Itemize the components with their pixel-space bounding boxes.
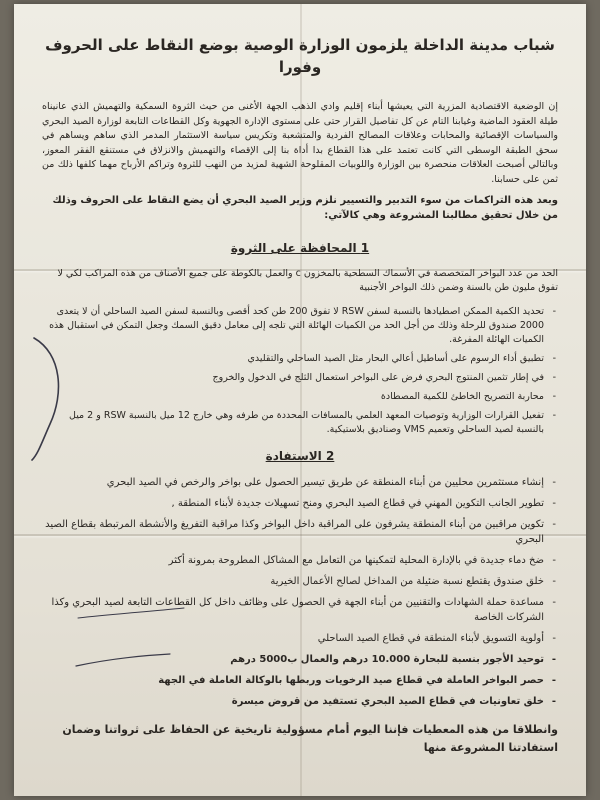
document-title: شباب مدينة الداخلة يلزمون الوزارة الوصية بوضع النقاط على الحروف وفورا xyxy=(45,36,555,76)
list-item: - خلق صندوق يقتطع نسبة ضئيلة من المداخل لصالح الأعمال الخيرية xyxy=(42,574,544,589)
demands-list-preservation xyxy=(42,305,558,437)
handwritten-bracket-mark xyxy=(28,334,68,464)
list-item: - ضخ دماء جديدة في بالإدارة المحلية لتمكينها من التعامل مع المشاكل المطروحة بمرونة أكثر xyxy=(42,553,544,568)
list-item: - إنشاء مستثمرين محليين من أبناء المنطقة عن طريق تيسير الحصول على بواخر والرخص في الصيد البحري xyxy=(42,475,544,490)
list-item: - تفعيل القرارات الوزارية وتوصيات المعهد العلمي بالمسافات المحددة من طرفه وهي خارج 12 ميل بالنسبة RSW و 2 ميل بالنسبة لصيد الساحلي وتعميم VMS وصناديق بلاستيكية. xyxy=(42,409,544,437)
paper-sheet xyxy=(14,4,586,796)
list-item: - تحديد الكمية الممكن اصطيادها بالنسبة لسفن RSW لا تفوق 200 طن كحد أقصى وبالنسبة لسفن الصيد الساحلي أن لا يتعدى 2000 صندوق للرحلة وذلك من أجل الحد من الكميات الهائلة التي تلجه إلى معامل دقيق السمك وجعل التمكن في استقبال هذه الكميات الهائلة المفرغة. xyxy=(42,305,544,347)
list-item: - توحيد الأجور بنسبة للبحارة 10.000 درهم والعمال ب5000 درهم xyxy=(42,652,544,667)
list-item: - في إطار تثمين المنتوج البحري فرض على البواخر استعمال الثلج في الدخول والخروج xyxy=(42,371,544,385)
list-item: - مساعدة حملة الشهادات والتقنيين من أبناء الجهة في الحصول على وظائف داخل كل القطاعات التابعة لصيد البحري وكذا الشركات الخاصة xyxy=(42,595,544,625)
section-heading-benefit: 2 الاستفادة xyxy=(265,449,335,463)
section-heading-preservation: 1 المحافظة على الثروة xyxy=(230,241,370,255)
handwritten-pen-marks xyxy=(74,596,194,676)
closing-statement: وانطلاقا من هذه المعطيات فإننا اليوم أمام مسؤولية تاريخية عن الحفاظ على ثرواتنا وضمان استفادتنا المشروعة منها xyxy=(62,723,558,754)
list-item: - تطوير الجانب التكوين المهني في قطاع الصيد البحري ومنح تسهيلات جديدة لأبناء المنطقة , xyxy=(42,496,544,511)
intro-paragraph: إن الوضعية الاقتصادية المزرية التي يعيشها أبناء إقليم وادي الذهب الجهة الأغنى من حيث الثروة السمكية والتهميش الذي عانيناه طيلة العقود الماضية وغيابنا التام عن كل تفاصيل القرار حتى على مستوى الإدارة الجهوية وكل القطاعات التابعة لوزارة الصيد البحري والسياسات الإقصائية والمحابات وعلاقات المصالح الفردية والمتشعبة وتكريس سياسة الاستثمار المدمر الذي ساهم ويساهم في سحق الطبقة الوسطى التي كانت تعتمد على هذا القطاع بدا أداة بنا إلى الإقصاء والتهميش والانزلاق في مستنقع الفقر المعوز، وبالتالي أصبحت العلاقات منحصرة بين الوزارة واللوبيات المقلوحة الشهية لمزيد من النهب للثروة وتراكم الأرباح مهما كلفها ذلك من ثمن على حسابنا. xyxy=(42,101,558,185)
list-item: - أولوية التسويق لأبناء المنطقة في قطاع الصيد الساحلي xyxy=(42,631,544,646)
intro-demands: وبعد هذه التراكمات من سوء التدبير والتسيير نلزم وزير الصيد البحري أن يضع النقاط على الحروف وذلك من خلال تحقيق مطالبنا المشروعة وهي كالآتي: xyxy=(52,195,558,221)
list-item: - تطبيق أداء الرسوم على أساطيل أعالي البحار مثل الصيد الساحلي والتقليدي xyxy=(42,352,544,366)
list-item: - خلق تعاونيات في قطاع الصيد البحري تستفيد من قروض ميسرة xyxy=(42,694,544,709)
list-item: - تكوين مراقبين من أبناء المنطقة يشرفون على المراقبة داخل البواخر وكذا مراقبة التفريغ والأنشطة المرتبطة بقطاع الصيد البحري xyxy=(42,517,544,547)
list-item: - حصر البواخر العاملة في قطاع صيد الرخويات وربطها بالوكالة العاملة في الجهة xyxy=(42,673,544,688)
list-item: - محاربة التصريح الخاطئ للكمية المصطادة xyxy=(42,390,544,404)
section-body: الحد من عدد البواخر المتخصصة في الأسماك السطحية بالمخزون c والعمل بالكوطة على جميع الأصناف من هذه المراكب لكي لا تفوق مليون طن بالسنة وضمن ذلك البواخر الأجنبية xyxy=(57,268,558,293)
